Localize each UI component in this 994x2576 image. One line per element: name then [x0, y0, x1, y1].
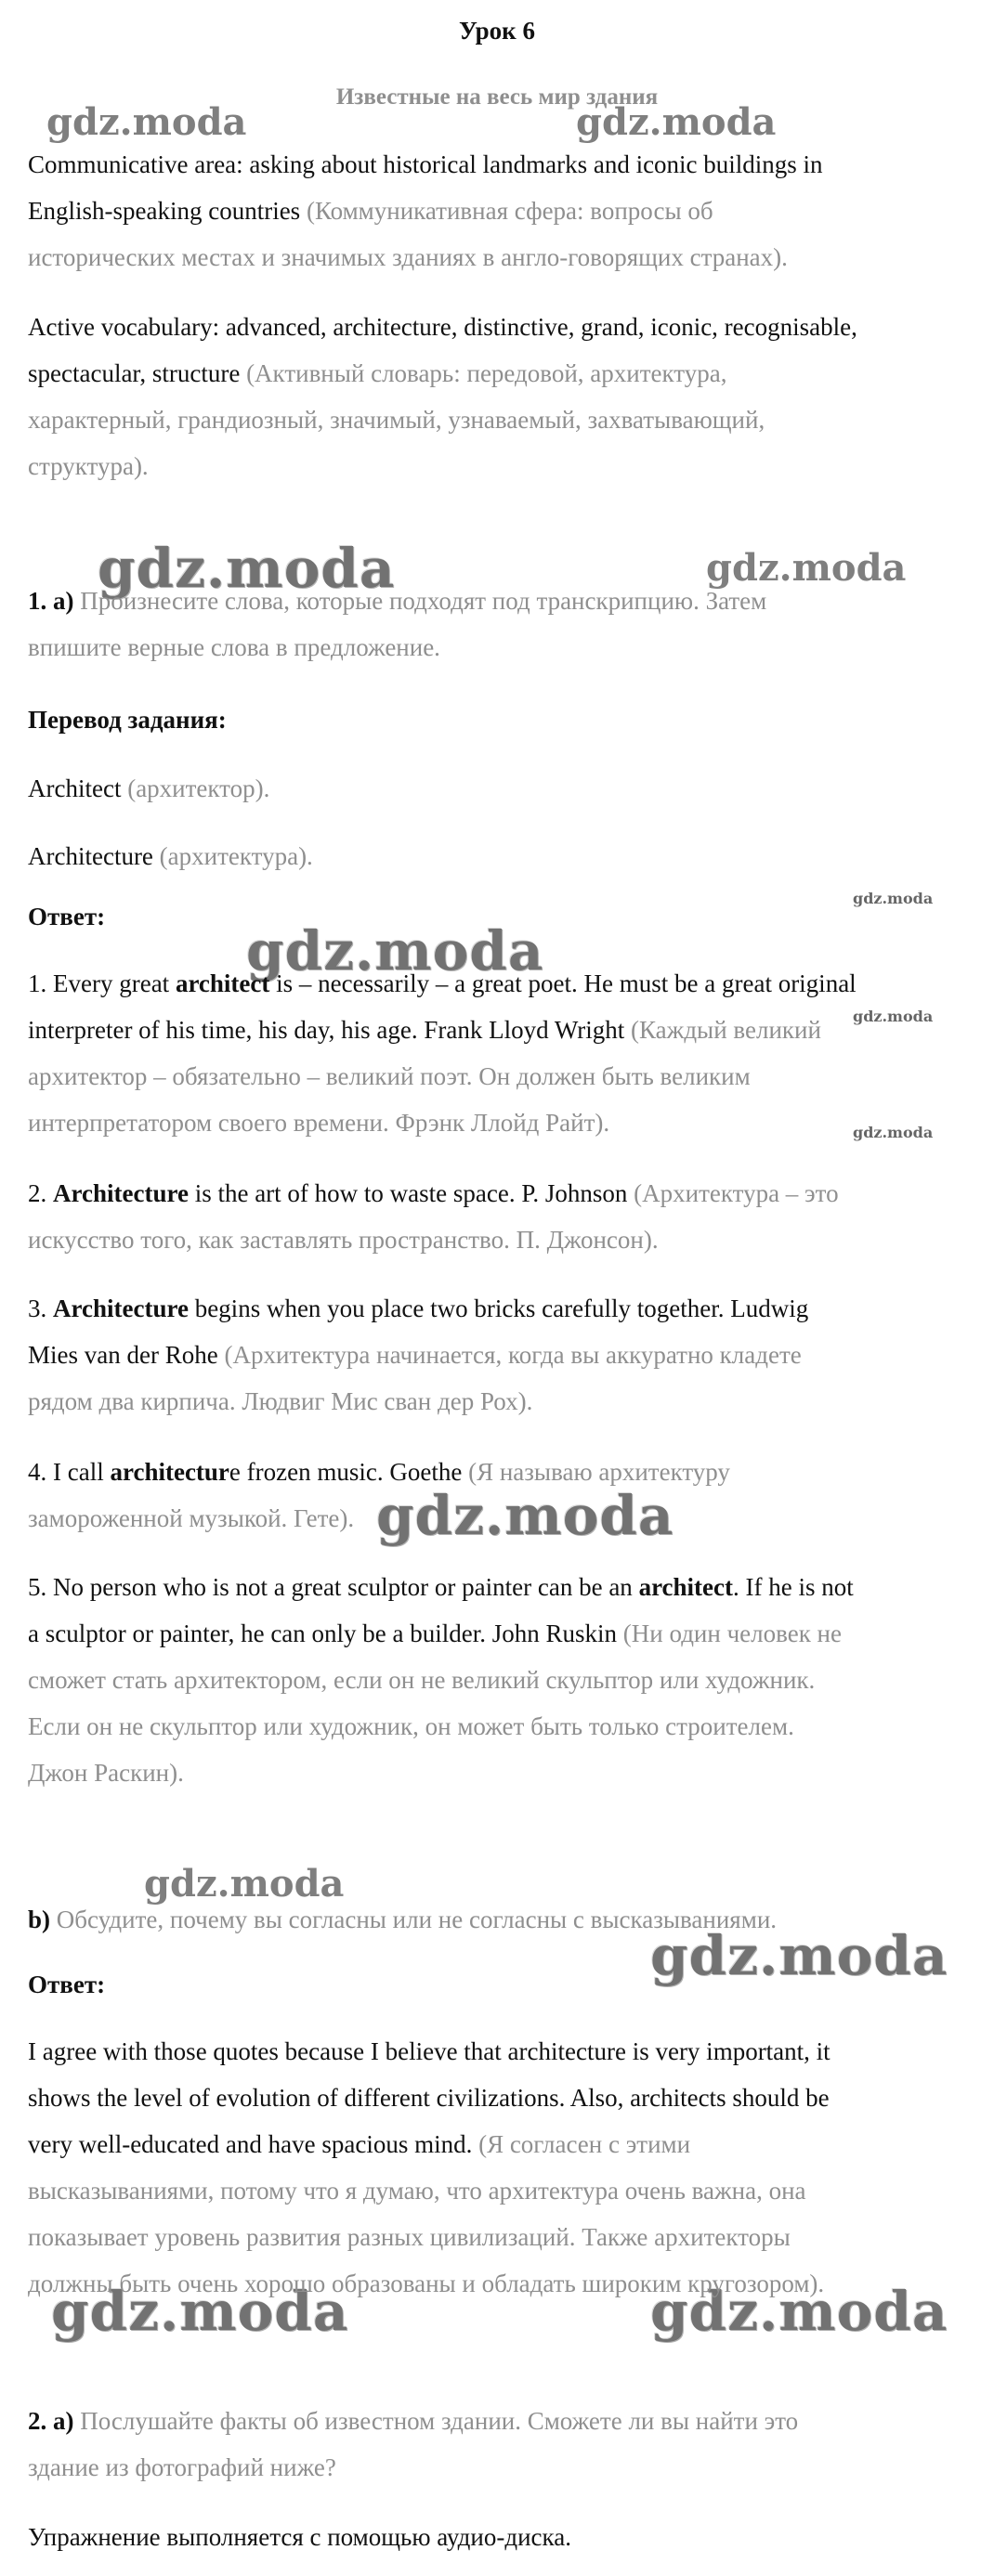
- quote-1-line-1: 1. Every great architect is – necessarily – a great poet. He must be a great original: [28, 969, 857, 997]
- quote-4-line-2: замороженной музыкой. Гете).: [28, 1504, 355, 1532]
- quote-1-line-2: interpreter of his time, his day, his age. Frank Lloyd Wright (Каждый великий: [28, 1016, 821, 1044]
- word-architecture: Architecture (архитектура).: [28, 842, 313, 870]
- word-architect: Architect (архитектор).: [28, 774, 270, 802]
- quote-5-line-3: сможет стать архитектором, если он не великий скульптор или художник.: [28, 1666, 816, 1694]
- quote-3-line-3: рядом два кирпича. Людвиг Мис сван дер Рох).: [28, 1387, 533, 1415]
- active-vocabulary-line-2: spectacular, structure (Активный словарь: передовой, архитектура,: [28, 359, 727, 387]
- communicative-area-line-3: исторических местах и значимых зданиях в англо-говорящих странах).: [28, 243, 788, 271]
- quote-2-line-2: искусство того, как заставлять пространство. П. Джонсон).: [28, 1226, 659, 1254]
- answer-1b-line-3: very well-educated and have spacious mind. (Я согласен с этими: [28, 2130, 691, 2158]
- watermark: gdz.moda: [46, 100, 247, 144]
- quote-4-line-1: 4. I call architecture frozen music. Goethe (Я называю архитектуру: [28, 1458, 730, 1486]
- quote-2-line-1: 2. Architecture is the art of how to waste space. P. Johnson (Архитектура – это: [28, 1179, 839, 1207]
- task-2a-line-1: 2. а) Послушайте факты об известном здании. Сможете ли вы найти это: [28, 2407, 799, 2435]
- watermark: gdz.moda: [853, 1008, 934, 1025]
- watermark: gdz.moda: [650, 1924, 948, 1987]
- task-1a-line-2: впишите верные слова в предложение.: [28, 633, 440, 661]
- watermark: gdz.moda: [576, 100, 777, 144]
- task-2a-line-2: здание из фотографий ниже?: [28, 2453, 336, 2481]
- watermark: gdz.moda: [706, 546, 907, 590]
- quote-1-line-3: архитектор – обязательно – великий поэт. Он должен быть великим: [28, 1062, 751, 1090]
- watermark: gdz.moda: [376, 1484, 674, 1547]
- translation-heading: Перевод задания:: [28, 706, 227, 734]
- task-1a-line-1: 1. а) Произнесите слова, которые подходят под транскрипцию. Затем: [28, 587, 767, 615]
- active-vocabulary-line-3: характерный, грандиозный, значимый, узнаваемый, захватывающий,: [28, 406, 765, 434]
- answer-1b-line-2: shows the level of evolution of different civilizations. Also, architects should be: [28, 2084, 830, 2112]
- watermark: gdz.moda: [246, 919, 544, 982]
- active-vocabulary-line-1: Active vocabulary: advanced, architecture, distinctive, grand, iconic, recognisable,: [28, 313, 857, 341]
- watermark: gdz.moda: [144, 1862, 345, 1906]
- quote-5-line-4: Если он не скульптор или художник, он может быть только строителем.: [28, 1712, 794, 1740]
- quote-3-line-2: Mies van der Rohe (Архитектура начинается, когда вы аккуратно кладете: [28, 1341, 802, 1369]
- quote-3-line-1: 3. Architecture begins when you place two bricks carefully together. Ludwig: [28, 1295, 809, 1322]
- task-1b-line: b) Обсудите, почему вы согласны или не согласны с высказываниями.: [28, 1906, 778, 1933]
- active-vocabulary-line-4: структура).: [28, 452, 149, 480]
- communicative-area-line-1: Communicative area: asking about historical landmarks and iconic buildings in: [28, 150, 823, 178]
- watermark: gdz.moda: [98, 537, 396, 600]
- answer-heading: Ответ:: [28, 903, 106, 930]
- watermark: gdz.moda: [51, 2280, 349, 2343]
- watermark: gdz.moda: [650, 2280, 948, 2343]
- page-subtitle: Известные на весь мир здания: [335, 85, 659, 110]
- answer-heading-1b: Ответ:: [28, 1971, 106, 1998]
- quote-5-line-2: a sculptor or painter, he can only be a builder. John Ruskin (Ни один человек не: [28, 1620, 842, 1647]
- answer-1b-line-1: I agree with those quotes because I believe that architecture is very important, it: [28, 2037, 831, 2065]
- answer-1b-line-4: высказываниями, потому что я думаю, что архитектура очень важна, она: [28, 2177, 806, 2205]
- lesson-title: Урок 6: [459, 17, 535, 45]
- quote-5-line-5: Джон Раскин).: [28, 1759, 184, 1787]
- quote-1-line-4: интерпретатором своего времени. Фрэнк Ллойд Райт).: [28, 1109, 610, 1137]
- quote-5-line-1: 5. No person who is not a great sculptor or painter can be an architect. If he is not: [28, 1573, 854, 1601]
- task-2a-note: Упражнение выполняется с помощью аудио-диска.: [28, 2523, 571, 2551]
- watermark: gdz.moda: [853, 890, 934, 907]
- answer-1b-line-6: должны быть очень хорошо образованы и обладать широким кругозором).: [28, 2270, 825, 2297]
- answer-1b-line-5: показывает уровень развития разных цивилизаций. Также архитекторы: [28, 2223, 791, 2251]
- communicative-area-line-2: English-speaking countries (Коммуникативная сфера: вопросы об: [28, 197, 713, 225]
- watermark: gdz.moda: [853, 1124, 934, 1141]
